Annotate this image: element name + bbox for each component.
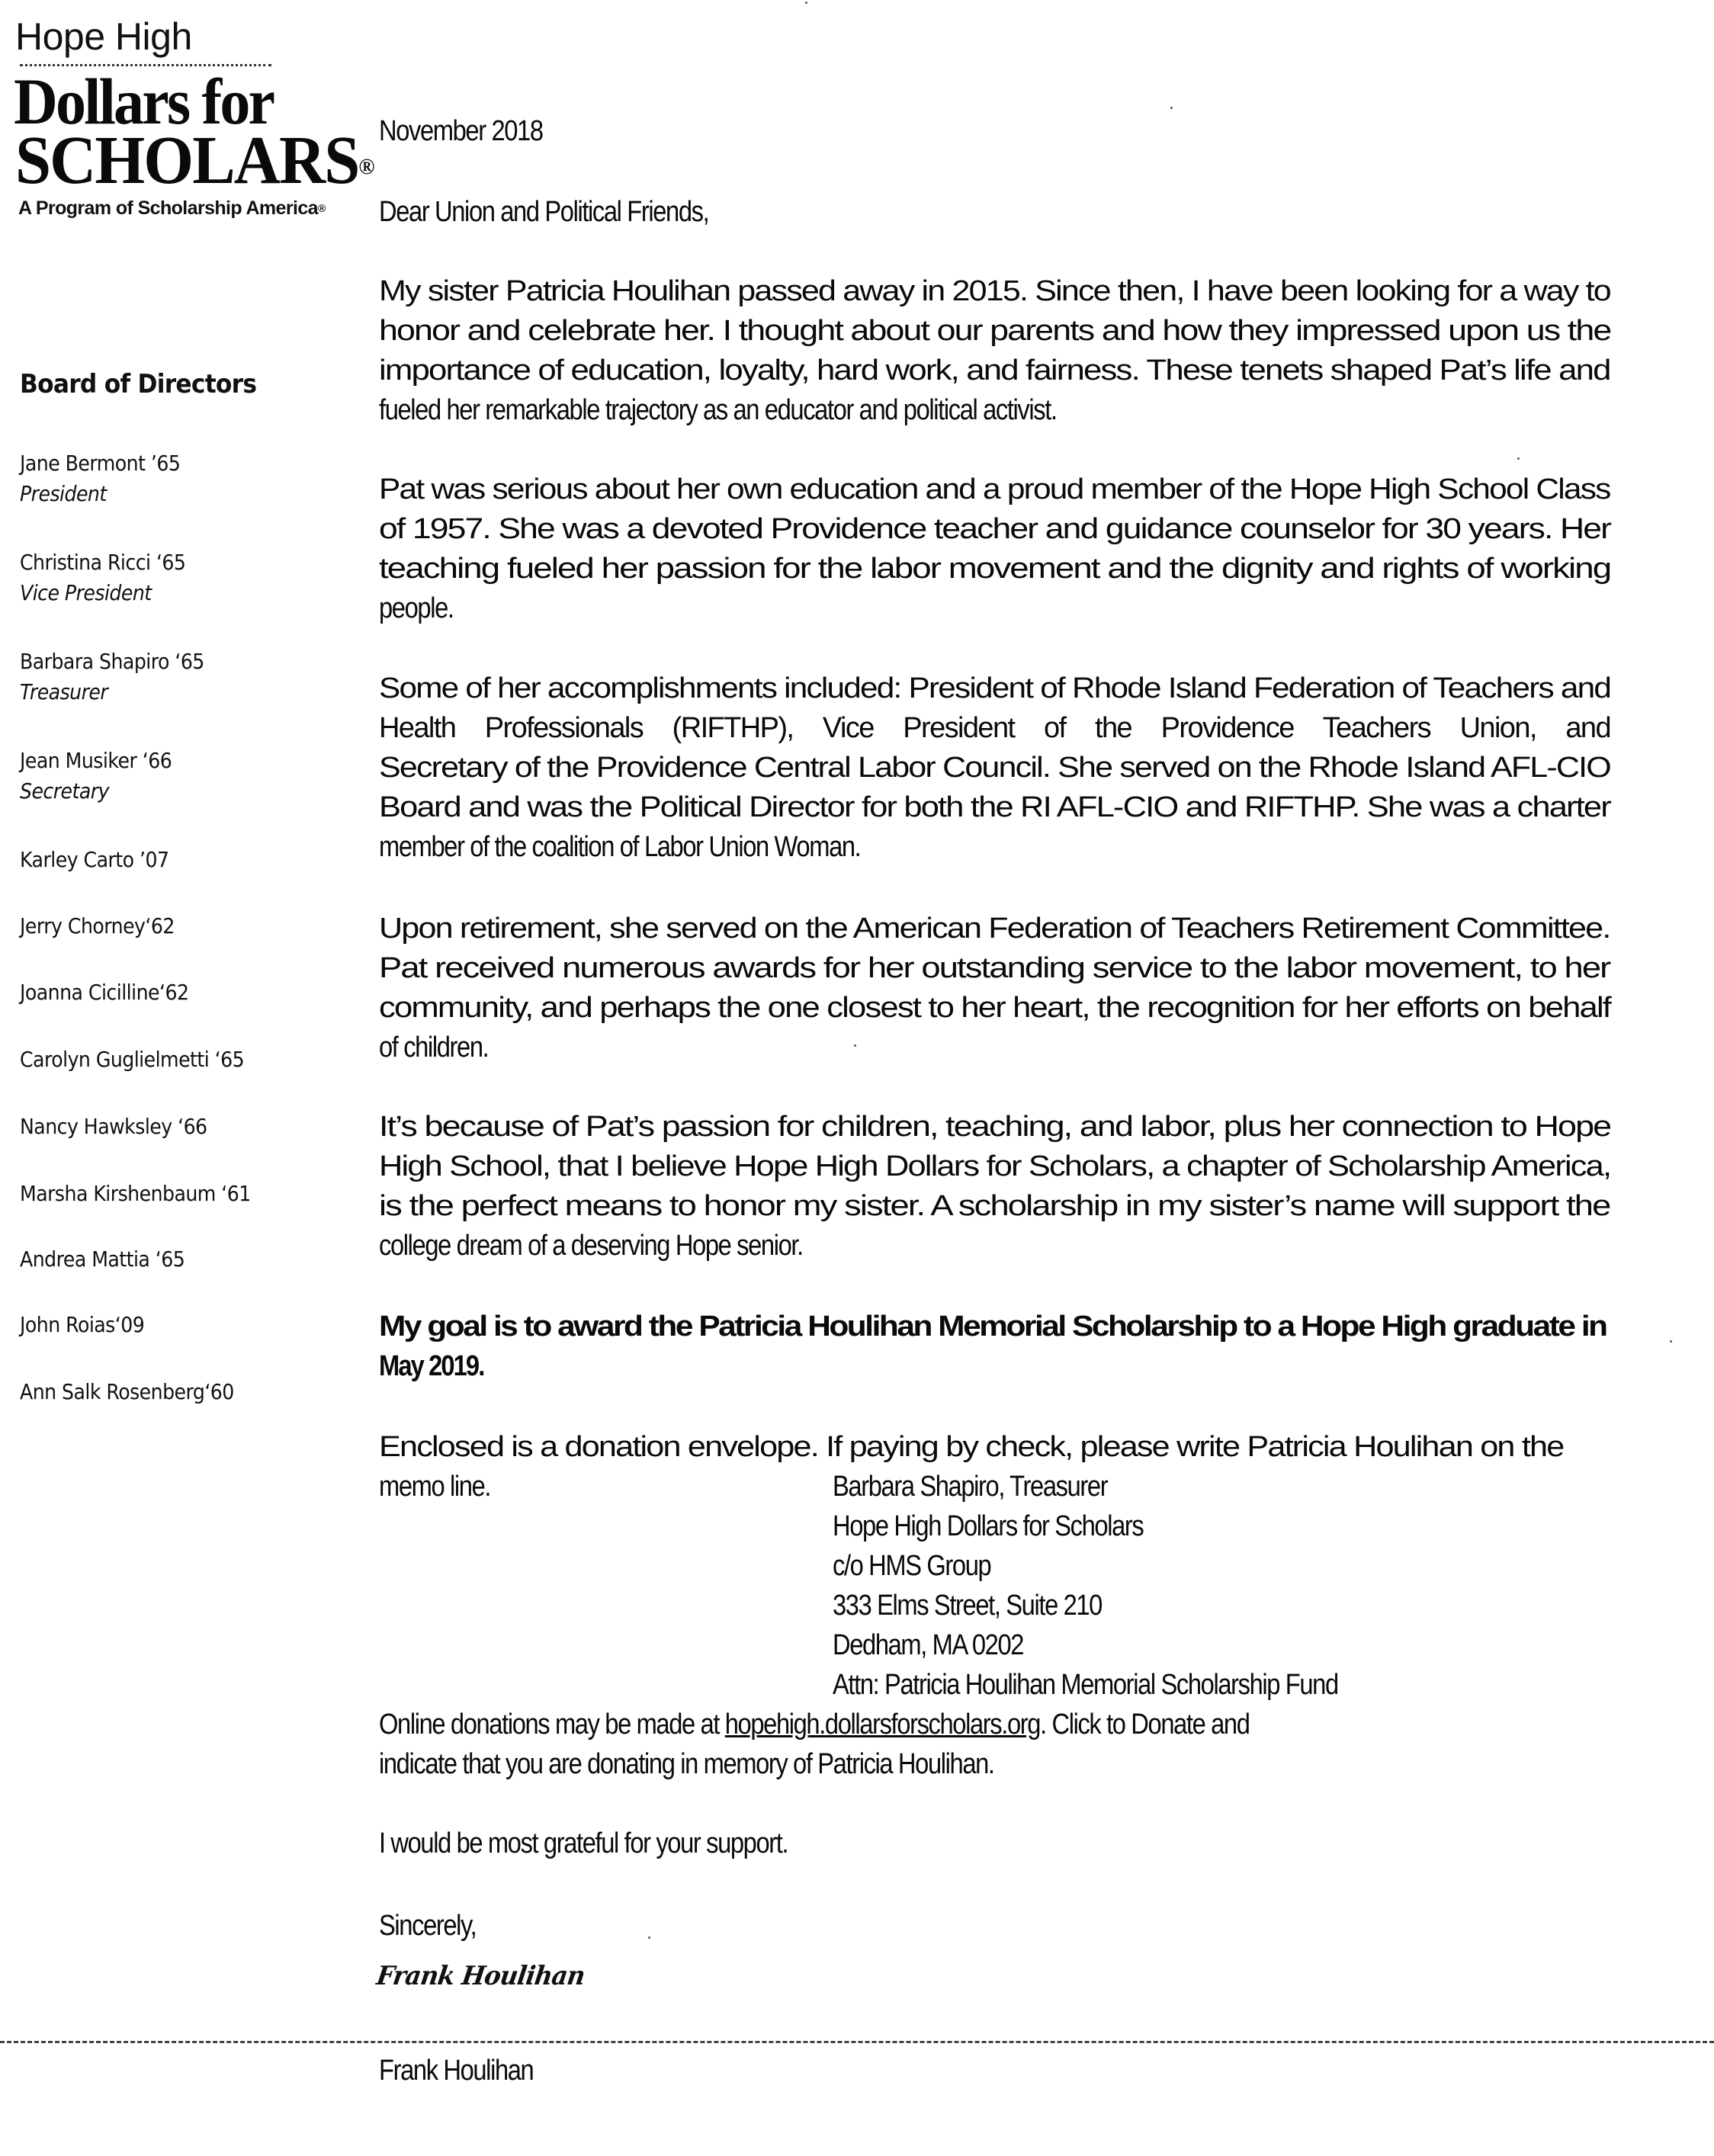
goal-line: May 2019. xyxy=(379,1350,484,1382)
member-name: Jane Bermont ’65 xyxy=(20,451,181,476)
paragraph-line: of children. xyxy=(379,1031,489,1064)
online-prefix: Online donations may be made at xyxy=(379,1708,725,1741)
paragraph-line: is the perfect means to honor my sister. A scholarship in my sister’s name will support the xyxy=(379,1190,1610,1222)
paragraph-line: Pat was serious about her own education and a proud member of the Hope High School Class xyxy=(379,473,1610,505)
paragraph-line: Some of her accomplishments included: President of Rhode Island Federation of Teachers and xyxy=(379,672,1611,704)
board-member xyxy=(20,845,169,875)
paragraph-line: member of the coalition of Labor Union Woman. xyxy=(379,831,861,863)
sign-off: Sincerely, xyxy=(379,1910,477,1942)
letter-date: November 2018 xyxy=(379,115,543,147)
address-line: Dedham, MA 0202 xyxy=(833,1629,1024,1661)
member-name: Marsha Kirshenbaum ‘61 xyxy=(20,1181,251,1206)
scan-speck xyxy=(1517,457,1520,460)
paragraph-line: of 1957. She was a devoted Providence teacher and guidance counselor for 30 years. Her xyxy=(379,513,1611,545)
member-role: Secretary xyxy=(20,778,109,804)
logo-dollars-for: Dollars for xyxy=(14,65,274,138)
member-name: Barbara Shapiro ‘65 xyxy=(20,649,204,674)
member-name: Nancy Hawksley ‘66 xyxy=(20,1114,207,1139)
address-line: 333 Elms Street, Suite 210 xyxy=(833,1590,1102,1622)
paragraph-line: importance of education, loyalty, hard work, and fairness. These tenets shaped Pat’s life and xyxy=(379,355,1610,387)
board-member xyxy=(20,977,188,1008)
handwritten-signature: Frank Houlihan xyxy=(374,1961,587,1991)
member-name: John Roias‘09 xyxy=(20,1312,145,1337)
board-member xyxy=(20,448,180,509)
logo-scholars-text: SCHOLARS xyxy=(15,123,359,198)
paragraph-line: Health Professionals (RIFTHP), Vice President of the Providence Teachers Union, and xyxy=(379,712,1610,744)
board-member xyxy=(20,1044,244,1075)
enclosed-line: Enclosed is a donation envelope. If paying by check, please write Patricia Houlihan on the xyxy=(379,1431,1564,1463)
member-name: Ann Salk Rosenberg‘60 xyxy=(20,1379,234,1404)
member-name: Carolyn Guglielmetti ‘65 xyxy=(20,1047,245,1072)
board-member xyxy=(20,746,172,807)
member-name: Andrea Mattia ‘65 xyxy=(20,1246,185,1272)
paragraph-line: Upon retirement, she served on the American Federation of Teachers Retirement Committee. xyxy=(379,913,1610,945)
scan-speck xyxy=(1670,1340,1672,1343)
logo-tagline-text: A Program of Scholarship America xyxy=(18,197,318,219)
scan-speck xyxy=(648,1936,650,1939)
board-member xyxy=(20,547,185,608)
online-suffix: . Click to Donate and xyxy=(1040,1708,1250,1741)
paragraph-line: honor and celebrate her. I thought about our parents and how they impressed upon us the xyxy=(379,315,1611,347)
paragraph-line: community, and perhaps the one closest to her heart, the recognition for her efforts on behalf xyxy=(379,992,1611,1024)
member-role: President xyxy=(20,481,107,506)
goal-line: My goal is to award the Patricia Houlihan Memorial Scholarship to a Hope High graduate in xyxy=(379,1311,1606,1343)
member-role: Treasurer xyxy=(20,679,108,704)
address-line: Barbara Shapiro, Treasurer xyxy=(833,1471,1108,1503)
member-name: Christina Ricci ‘65 xyxy=(20,550,186,575)
online-donation-line xyxy=(379,1705,1250,1744)
online-donation-line: indicate that you are donating in memory of Patricia Houlihan. xyxy=(379,1748,994,1780)
salutation: Dear Union and Political Friends, xyxy=(379,196,709,228)
paragraph-line: people. xyxy=(379,592,454,624)
paragraph-line: Pat received numerous awards for her outstanding service to the labor movement, to her xyxy=(379,952,1610,984)
donation-website-link[interactable]: hopehigh.dollarsforscholars.org xyxy=(724,1708,1041,1741)
paragraph-line: High School, that I believe Hope High Dollars for Scholars, a chapter of Scholarship America, xyxy=(379,1150,1611,1182)
logo-hope-high: Hope High xyxy=(15,15,192,58)
scan-speck xyxy=(805,2,807,4)
paragraph-line: fueled her remarkable trajectory as an educator and political activist. xyxy=(379,394,1057,426)
member-name: Jerry Chorney‘62 xyxy=(20,913,175,938)
address-line: c/o HMS Group xyxy=(833,1550,991,1582)
member-name: Joanna Cicilline‘62 xyxy=(20,980,189,1005)
paragraph-line: My sister Patricia Houlihan passed away in 2015. Since then, I have been looking for a way to xyxy=(379,275,1610,307)
paragraph-line: teaching fueled her passion for the labor movement and the dignity and rights of working xyxy=(379,553,1611,585)
board-member xyxy=(20,1377,234,1407)
member-name: Jean Musiker ‘66 xyxy=(20,748,172,773)
printed-name: Frank Houlihan xyxy=(379,2055,534,2087)
enclosed-line: memo line. xyxy=(379,1471,491,1503)
address-line: Hope High Dollars for Scholars xyxy=(833,1510,1144,1542)
board-member xyxy=(20,1244,185,1275)
board-member xyxy=(20,646,204,707)
registered-mark-icon: ® xyxy=(358,154,375,179)
closing-note: I would be most grateful for your support. xyxy=(379,1827,788,1859)
paragraph-line: It’s because of Pat’s passion for children, teaching, and labor, plus her connection to Hope xyxy=(379,1111,1611,1143)
paragraph-line: college dream of a deserving Hope senior. xyxy=(379,1230,803,1262)
registered-mark-icon: ® xyxy=(317,202,326,214)
scan-speck xyxy=(1170,107,1173,109)
board-member xyxy=(20,1112,207,1142)
address-line: Attn: Patricia Houlihan Memorial Scholarship Fund xyxy=(833,1669,1338,1701)
board-title: Board of Directors xyxy=(20,369,257,399)
scan-speck xyxy=(854,1044,856,1047)
paragraph-line: Board and was the Political Director for both the RI AFL-CIO and RIFTHP. She was a charter xyxy=(379,791,1610,823)
paragraph-line: Secretary of the Providence Central Labor Council. She served on the Rhode Island AFL-CIO xyxy=(379,752,1610,784)
board-member xyxy=(20,1179,251,1209)
logo-tagline xyxy=(18,195,326,221)
board-member xyxy=(20,911,175,942)
board-member xyxy=(20,1310,144,1340)
logo-scholars xyxy=(15,125,374,197)
member-role: Vice President xyxy=(20,580,152,605)
signature-divider-line xyxy=(0,2041,1714,2043)
member-name: Karley Carto ’07 xyxy=(20,847,169,872)
